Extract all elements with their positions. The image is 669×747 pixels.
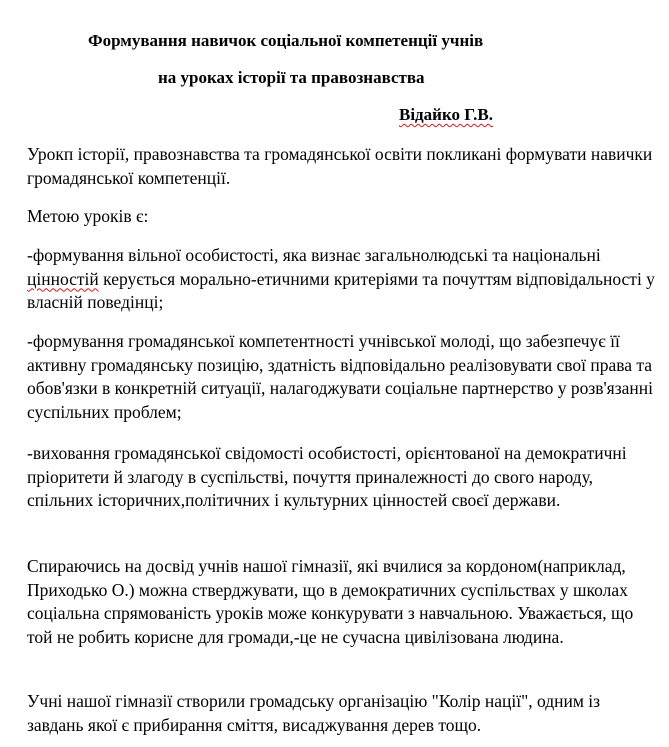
author-name: Відайко Г.В. [399, 105, 494, 124]
paragraph-goal-1-text-end: керується морально-етичними критеріями та почуттям відповідальності у власній поведінці; [27, 268, 655, 313]
document-title-line-2: на уроках історії та правознавства [158, 68, 425, 87]
paragraph-goal-2: -формування громадянської компетентності учнівської молоді, що забезпечує її активну громадянську позицію, здатність відповідально реалізовувати свої права та обов'язки в конкретній ситуації, налагоджувати соціальне партнерство у розв'язанні суспільних проблем; [27, 331, 653, 422]
paragraph-goals-heading: Метою уроків є: [27, 206, 149, 226]
misspelled-word: цінностій [27, 268, 99, 289]
paragraph-goal-1 [27, 244, 657, 315]
paragraph-goal-1-text-start: -формування вільної особистості, яка визнає загальнолюдські та національні [27, 245, 601, 265]
paragraph-organization: Учні нашої гімназії створили громадську організацію "Колір нації", одним із завдань якої є прибирання сміття, висаджування дерев тощо. [27, 691, 601, 735]
paragraph-goal-3: -виховання громадянської свідомості особистості, орієнтованої на демократичні пріоритети й злагоду в суспільстві, почуття приналежності до свого народу, спільних історичних,політичних і культурних цінностей своєї держави. [27, 443, 627, 511]
document-title-line-1: Формування навичок соціальної компетенції учнів [88, 31, 484, 50]
paragraph-intro: Урокп історії, правознавства та громадянської освіти покликані формувати навички громадянської компетенції. [27, 144, 653, 188]
paragraph-experience: Спираючись на досвід учнів нашої гімназії, які вчилися за кордоном(наприклад, Приходько О.) можна стверджувати, що в демократичних суспільствах у школах соціальна спрямованість уроків може конкурувати з навчальною. Уважається, що той не робить корисне для громади,-це не сучасна цивілізована людина. [27, 556, 634, 647]
